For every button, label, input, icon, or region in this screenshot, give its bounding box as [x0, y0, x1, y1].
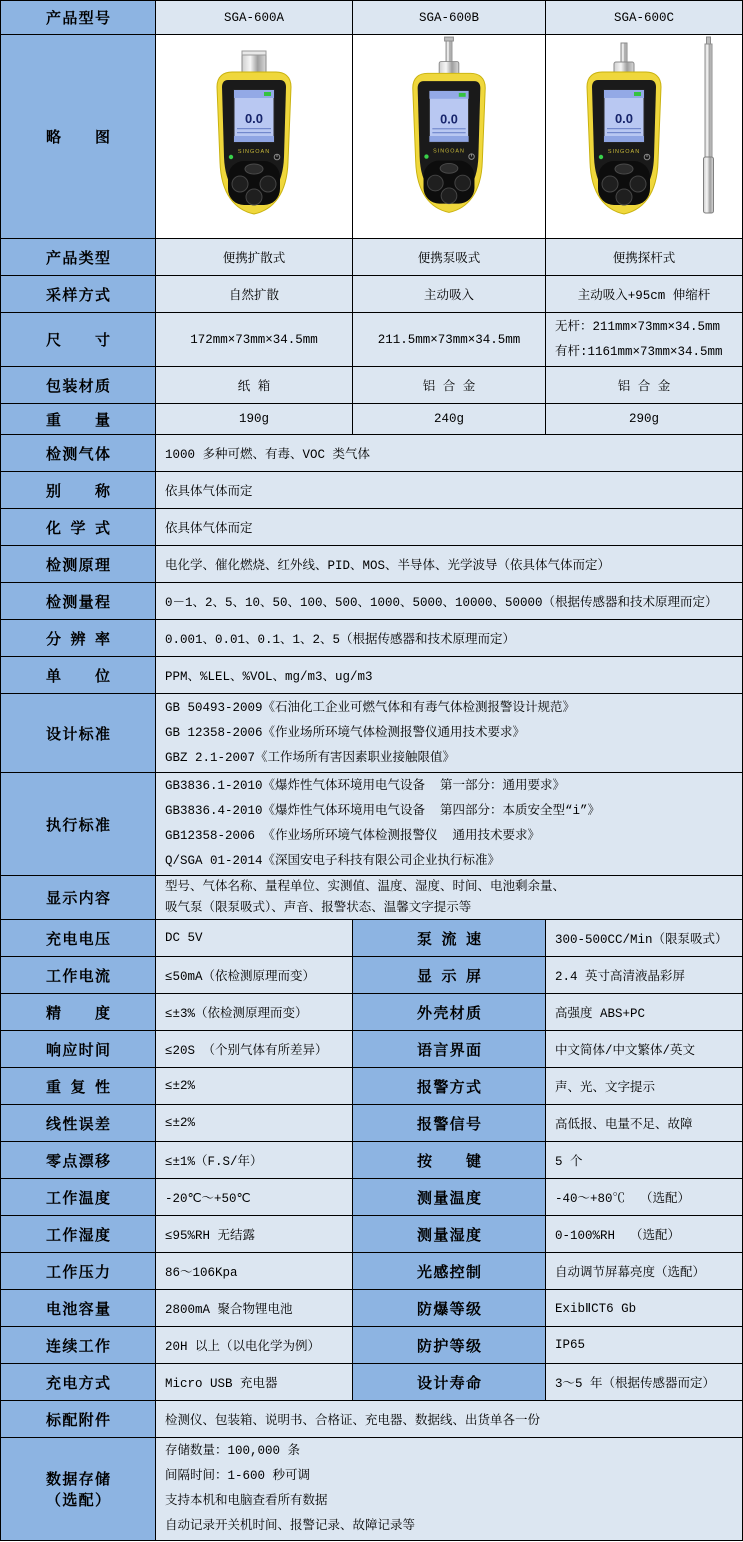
status-led: [599, 155, 603, 159]
enter-button: [441, 188, 457, 204]
row-dimensions-label: [1, 313, 155, 366]
row-design-standard-label: [1, 694, 155, 772]
design-life-value: 3～5 年（根据传感器而定）: [546, 1364, 742, 1400]
alarm-signal-value: 高低报、电量不足、故障: [546, 1105, 742, 1141]
label-text: 分辨率: [46, 630, 110, 648]
display-screen-value: 2.4 英寸高清液晶彩屏: [546, 957, 742, 993]
label-text: 执行标准: [46, 816, 110, 834]
label-text: 防爆等级: [417, 1300, 481, 1318]
shell-material-value: 高强度 ABS+PC: [546, 994, 742, 1030]
label-text: 测量湿度: [417, 1226, 481, 1244]
packaging-a: 纸 箱: [156, 367, 352, 403]
label-text: 精度: [46, 1004, 110, 1022]
working-humidity-value: ≤95%RH 无结露: [156, 1216, 352, 1252]
row-pump-flow-label: [353, 920, 545, 956]
label-text: 检测原理: [46, 556, 110, 574]
telescopic-rod: [704, 37, 714, 213]
row-zero-drift-label: [1, 1142, 155, 1178]
storage-line: 间隔时间：1-600 秒可调: [165, 1469, 311, 1483]
label-text: 测量温度: [417, 1189, 481, 1207]
execution-standard-value: [156, 773, 742, 875]
battery-icon: [459, 93, 466, 97]
display-content-line: 吸气泵（限泵吸式）、声音、报警状态、温馨文字提示等: [165, 900, 472, 915]
standard-line: GBZ 2.1-2007《工作场所有害因素职业接触限值》: [165, 750, 456, 765]
standard-line: GB 50493-2009《石油化工企业可燃气体和有毒气体检测报警设计规范》: [165, 700, 576, 715]
row-alarm-signal-label: [353, 1105, 545, 1141]
data-storage-value: [156, 1438, 742, 1540]
left-button: [427, 175, 443, 191]
button-pad: [424, 161, 475, 204]
repeatability-value: ≤±2%: [156, 1068, 352, 1104]
standard-line: GB12358-2006 《作业场所环境气体检测报警仪 通用技术要求》: [165, 829, 541, 843]
device-a-drawing: [156, 35, 352, 238]
label-text: 检测量程: [46, 593, 110, 611]
label-text: 报警信号: [417, 1115, 481, 1133]
alias-value: 依具体气体而定: [156, 472, 742, 508]
row-accuracy-label: [1, 994, 155, 1030]
standard-line: GB3836.4-2010《爆炸性气体环境用电气设备 第四部分：本质安全型“i”》: [165, 804, 601, 818]
button-pad: [598, 161, 650, 205]
label-text: 重复性: [46, 1078, 110, 1096]
row-repeatability-label: [1, 1068, 155, 1104]
row-charge-voltage-label: [1, 920, 155, 956]
design-standard-value: [156, 694, 742, 772]
label-text: 外壳材质: [417, 1004, 481, 1022]
label-text: 检测气体: [46, 445, 110, 463]
row-gases-label: [1, 435, 155, 471]
working-pressure-value: 86～106Kpa: [156, 1253, 352, 1289]
row-data-storage-label: [1, 1438, 155, 1540]
row-resolution-label: [1, 620, 155, 656]
label-text: 工作电流: [46, 967, 110, 985]
row-charging-method-label: [1, 1364, 155, 1400]
row-working-current-label: [1, 957, 155, 993]
dimensions-c: [546, 313, 742, 366]
standard-line: GB 12358-2006《作业场所环境气体检测报警仪通用技术要求》: [165, 725, 526, 740]
label-text: 工作压力: [46, 1263, 110, 1281]
row-shell-material-label: [353, 994, 545, 1030]
left-button: [602, 176, 618, 192]
menu-button: [440, 163, 458, 173]
right-button: [630, 176, 646, 192]
row-model-label: [1, 1, 155, 34]
dimensions-c-without-rod: 无杆：211mm×73mm×34.5mm: [555, 319, 721, 334]
charging-method-value: Micro USB 充电器: [156, 1364, 352, 1400]
model-sga-600a: SGA-600A: [156, 1, 352, 34]
label-text: 语言界面: [417, 1041, 481, 1059]
left-button: [232, 176, 248, 192]
model-sga-600b: SGA-600B: [353, 1, 545, 34]
row-sampling-label: [1, 276, 155, 312]
product-type-b: 便携泵吸式: [353, 239, 545, 275]
product-type-c: 便携探杆式: [546, 239, 742, 275]
label-text: 设计寿命: [417, 1374, 481, 1392]
alarm-mode-value: 声、光、文字提示: [546, 1068, 742, 1104]
battery-icon: [634, 92, 641, 96]
packaging-b: 铝 合 金: [353, 367, 545, 403]
row-working-temp-label: [1, 1179, 155, 1215]
row-language-label: [353, 1031, 545, 1067]
device-b-drawing: [353, 35, 545, 238]
row-packaging-label: [1, 367, 155, 403]
charge-voltage-value: DC 5V: [156, 920, 352, 956]
sampling-a: 自然扩散: [156, 276, 352, 312]
dimensions-b: 211.5mm×73mm×34.5mm: [353, 313, 545, 366]
label-text: 单位: [46, 667, 110, 685]
sampling-b: 主动吸入: [353, 276, 545, 312]
language-value: 中文简体/中文繁体/英文: [546, 1031, 742, 1067]
row-measure-humidity-label: [353, 1216, 545, 1252]
device-image-sga-600c: [546, 35, 742, 238]
button-pad: [228, 161, 280, 205]
storage-line: 自动记录开关机时间、报警记录、故障记录等: [165, 1519, 416, 1533]
device-c-drawing: [546, 35, 742, 238]
measure-temp-value: -40～+80℃ （选配）: [546, 1179, 742, 1215]
row-measure-temp-label: [353, 1179, 545, 1215]
brand-text: SINGOAN: [433, 148, 465, 155]
standard-line: GB3836.1-2010《爆炸性气体环境用电气设备 第一部分：通用要求》: [165, 779, 566, 793]
gases-value: 1000 多种可燃、有毒、VOC 类气体: [156, 435, 742, 471]
label-text: 略图: [46, 129, 110, 146]
row-alias-label: [1, 472, 155, 508]
light-control-value: 自动调节屏幕亮度（选配）: [546, 1253, 742, 1289]
weight-a: 190g: [156, 404, 352, 434]
label-text: 产品类型: [46, 249, 110, 267]
enter-button: [246, 189, 262, 205]
response-time-value: ≤20S （个别气体有所差异）: [156, 1031, 352, 1067]
label-text: 零点漂移: [46, 1152, 110, 1170]
row-continuous-work-label: [1, 1327, 155, 1363]
weight-b: 240g: [353, 404, 545, 434]
status-led: [424, 154, 428, 158]
unit-value: PPM、%LEL、%VOL、mg/m3、ug/m3: [156, 657, 742, 693]
row-weight-label: [1, 404, 155, 434]
device-screen: [429, 91, 468, 142]
working-temp-value: -20℃～+50℃: [156, 1179, 352, 1215]
resolution-value: 0.001、0.01、0.1、1、2、5（根据传感器和技术原理而定）: [156, 620, 742, 656]
row-linearity-error-label: [1, 1105, 155, 1141]
label-text: 光感控制: [417, 1263, 481, 1281]
storage-line: 存储数量：100,000 条: [165, 1444, 301, 1458]
row-accessories-label: [1, 1401, 155, 1437]
label-text: 设计标准: [46, 725, 110, 743]
row-explosion-rating-label: [353, 1290, 545, 1326]
label-text: 工作温度: [46, 1189, 110, 1207]
row-principle-label: [1, 546, 155, 582]
row-working-humidity-label: [1, 1216, 155, 1252]
label-text: 化学式: [46, 519, 110, 537]
zero-drift-value: ≤±1%（F.S/年）: [156, 1142, 352, 1178]
pump-probe: [439, 37, 459, 77]
accuracy-value: ≤±3%（依检测原理而变）: [156, 994, 352, 1030]
row-light-control-label: [353, 1253, 545, 1289]
label-text: 包装材质: [46, 377, 110, 395]
row-working-pressure-label: [1, 1253, 155, 1289]
label-text: 防护等级: [417, 1337, 481, 1355]
row-unit-label: [1, 657, 155, 693]
brand-text: SINGOAN: [607, 149, 641, 155]
label-text: 尺寸: [46, 332, 110, 349]
formula-value: 依具体气体而定: [156, 509, 742, 545]
packaging-c: 铝 合 金: [546, 367, 742, 403]
label-text: 采样方式: [46, 286, 110, 304]
label-text: 显示屏: [417, 967, 481, 985]
label-text: 标配附件: [46, 1411, 110, 1429]
status-led: [229, 155, 233, 159]
dimensions-a: 172mm×73mm×34.5mm: [156, 313, 352, 366]
working-current-value: ≤50mA（依检测原理而变）: [156, 957, 352, 993]
row-execution-standard-label: [1, 773, 155, 875]
row-formula-label: [1, 509, 155, 545]
storage-line: 支持本机和电脑查看所有数据: [165, 1494, 328, 1508]
label-text: 报警方式: [417, 1078, 481, 1096]
display-content-line: 型号、气体名称、量程单位、实测值、温度、湿度、时间、电池剩余量、: [165, 879, 566, 894]
device-image-sga-600a: [156, 35, 352, 238]
model-sga-600c: SGA-600C: [546, 1, 742, 34]
display-content-value: [156, 876, 742, 919]
right-button: [260, 176, 276, 192]
explosion-rating-value: ExibⅡCT6 Gb: [546, 1290, 742, 1326]
label-text: 显示内容: [46, 890, 110, 907]
label-text: 别称: [46, 482, 110, 500]
label-text: 充电电压: [46, 930, 110, 948]
label-text: 产品型号: [46, 10, 110, 27]
label-text: 数据存储: [46, 1471, 110, 1488]
device-screen: [604, 90, 644, 142]
label-text: 重量: [46, 411, 110, 429]
row-sketch-label: [1, 35, 155, 238]
screen-reading: 0.0: [440, 111, 458, 127]
label-text: 充电方式: [46, 1374, 110, 1392]
range-value: 0－1、2、5、10、50、100、500、1000、5000、10000、50000（根据传感器和技术原理而定）: [156, 583, 742, 619]
weight-c: 290g: [546, 404, 742, 434]
menu-button: [245, 164, 263, 174]
row-response-time-label: [1, 1031, 155, 1067]
measure-humidity-value: 0-100%RH （选配）: [546, 1216, 742, 1252]
product-type-a: 便携扩散式: [156, 239, 352, 275]
label-text: 线性误差: [46, 1115, 110, 1133]
label-text: 泵流速: [417, 930, 481, 948]
row-design-life-label: [353, 1364, 545, 1400]
menu-button: [615, 164, 633, 174]
sampling-c: 主动吸入+95cm 伸缩杆: [546, 276, 742, 312]
row-display-content-label: [1, 876, 155, 919]
brand-text: SINGOAN: [237, 149, 271, 155]
row-protection-rating-label: [353, 1327, 545, 1363]
row-product-type-label: [1, 239, 155, 275]
battery-icon: [264, 92, 271, 96]
enter-button: [616, 189, 632, 205]
label-text: 响应时间: [46, 1041, 110, 1059]
screen-reading: 0.0: [244, 111, 264, 126]
dimensions-c-with-rod: 有杆:1161mm×73mm×34.5mm: [555, 344, 723, 359]
label-text: 连续工作: [46, 1337, 110, 1355]
right-button: [455, 175, 471, 191]
screen-reading: 0.0: [614, 111, 634, 126]
row-battery-capacity-label: [1, 1290, 155, 1326]
principle-value: 电化学、催化燃烧、红外线、PID、MOS、半导体、光学波导（依具体气体而定）: [156, 546, 742, 582]
device-screen: [234, 90, 274, 142]
row-keys-label: [353, 1142, 545, 1178]
standard-line: Q/SGA 01-2014《深国安电子科技有限公司企业执行标准》: [165, 854, 501, 868]
label-text: 电池容量: [46, 1300, 110, 1318]
device-image-sga-600b: [353, 35, 545, 238]
pump-flow-value: 300-500CC/Min（限泵吸式）: [546, 920, 742, 956]
label-text: 工作湿度: [46, 1226, 110, 1244]
accessories-value: 检测仪、包装箱、说明书、合格证、充电器、数据线、出货单各一份: [156, 1401, 742, 1437]
keys-value: 5 个: [546, 1142, 742, 1178]
label-text: （选配）: [46, 1492, 110, 1509]
continuous-work-value: 20H 以上（以电化学为例）: [156, 1327, 352, 1363]
label-text: 按键: [417, 1152, 481, 1170]
row-display-screen-label: [353, 957, 545, 993]
battery-capacity-value: 2800mA 聚合物锂电池: [156, 1290, 352, 1326]
protection-rating-value: IP65: [546, 1327, 742, 1363]
row-range-label: [1, 583, 155, 619]
row-alarm-mode-label: [353, 1068, 545, 1104]
linearity-error-value: ≤±2%: [156, 1105, 352, 1141]
